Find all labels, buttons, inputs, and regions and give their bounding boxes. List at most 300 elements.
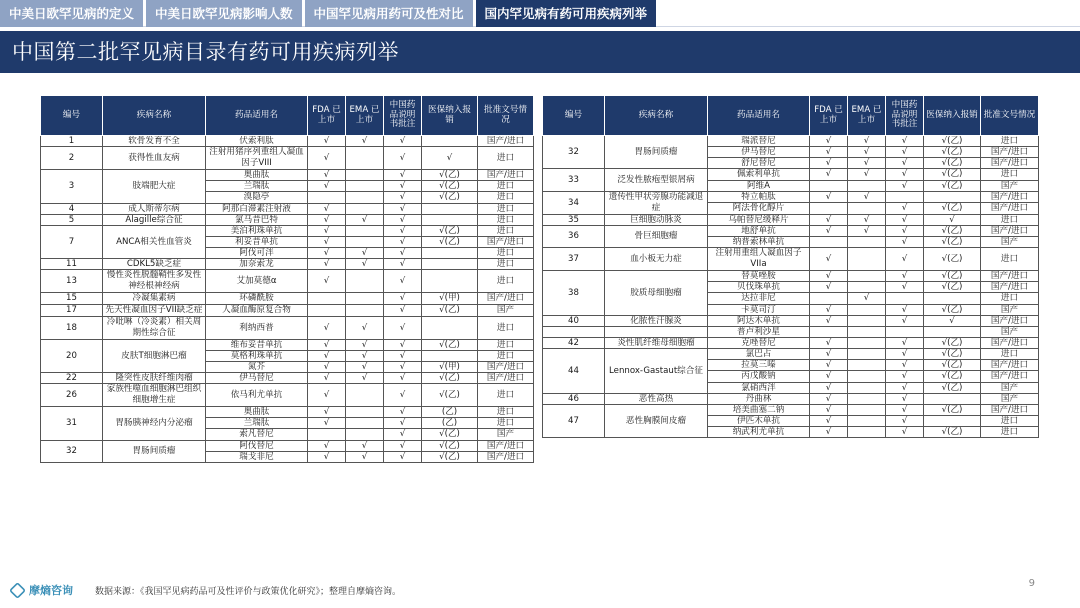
table-cell: √	[384, 170, 422, 181]
table-cell: √(乙)	[422, 372, 478, 383]
table-cell	[848, 248, 886, 271]
table-row	[543, 169, 1039, 180]
brand-logo	[10, 582, 73, 598]
table-cell: 36	[543, 225, 605, 247]
table-cell: √	[810, 169, 848, 180]
table-cell: Alagille综合征	[103, 214, 206, 225]
table-cell: 软骨发育不全	[103, 136, 206, 147]
table-cell: 17	[41, 304, 103, 316]
table-cell: 国产/进口	[478, 293, 534, 304]
header-fda: FDA 已上市	[308, 96, 346, 136]
table-row	[41, 170, 534, 181]
table-cell	[810, 236, 848, 247]
table-cell	[422, 350, 478, 361]
brand-name: 摩熵咨询	[29, 584, 73, 597]
table-cell: 进口	[981, 349, 1039, 360]
table-cell: 冷吡啉（冷炎素）相关周期性综合征	[103, 316, 206, 339]
table-cell: 进口	[478, 316, 534, 339]
table-row	[543, 326, 1039, 337]
table-cell: √	[384, 418, 422, 429]
table-cell: 22	[41, 372, 103, 383]
table-cell	[924, 393, 981, 404]
table-cell	[308, 192, 346, 203]
table-cell	[543, 326, 605, 337]
left-disease-table	[40, 95, 534, 463]
table-cell: 国产/进口	[478, 361, 534, 372]
table-cell	[810, 202, 848, 214]
table-cell: √	[384, 136, 422, 147]
table-cell: √	[810, 382, 848, 393]
table-cell: 进口	[981, 169, 1039, 180]
table-cell: 国产/进口	[478, 170, 534, 181]
table-cell: √	[848, 191, 886, 202]
table-cell: 国产/进口	[981, 147, 1039, 158]
table-cell: 31	[41, 407, 103, 440]
table-cell: 国产/进口	[981, 202, 1039, 214]
table-cell	[346, 270, 384, 293]
table-cell: √	[346, 451, 384, 462]
table-cell	[848, 427, 886, 438]
table-cell	[346, 181, 384, 192]
table-cell: 氯硝西泮	[708, 382, 810, 393]
table-cell	[308, 429, 346, 440]
table-cell: 兰瑞肽	[206, 181, 308, 192]
table-cell: 进口	[478, 418, 534, 429]
table-cell: √(乙)	[924, 304, 981, 315]
table-cell: √	[346, 339, 384, 350]
table-cell: √	[886, 282, 924, 293]
table-cell: 丹曲林	[708, 393, 810, 404]
table-row	[543, 315, 1039, 326]
table-cell: √	[308, 270, 346, 293]
table-cell	[346, 384, 384, 407]
table-cell: √	[886, 427, 924, 438]
table-cell: √(乙)	[924, 158, 981, 169]
section-tabs	[0, 0, 1080, 27]
table-cell: √	[308, 350, 346, 361]
tab-definition[interactable]: 中美日欧罕见病的定义	[0, 0, 143, 27]
table-cell: √	[308, 316, 346, 339]
table-cell: 33	[543, 169, 605, 191]
table-cell: 慢性炎性脱髓鞘性多发性神经根神经病	[103, 270, 206, 293]
table-cell: 进口	[478, 384, 534, 407]
table-cell: √	[886, 271, 924, 282]
table-cell	[848, 202, 886, 214]
header-approval: 批准文号情况	[981, 96, 1039, 136]
table-cell: 胃肠胰神经内分泌瘤	[103, 407, 206, 440]
table-cell: √	[886, 337, 924, 348]
table-cell: 国产/进口	[478, 440, 534, 451]
table-cell: √	[886, 393, 924, 404]
table-cell: 44	[543, 349, 605, 394]
table-cell	[422, 259, 478, 270]
table-cell: √	[810, 337, 848, 348]
table-cell	[422, 203, 478, 214]
table-cell: 奥曲肽	[206, 407, 308, 418]
table-cell: √	[886, 371, 924, 382]
table-cell	[848, 282, 886, 293]
table-cell: 20	[41, 339, 103, 372]
table-cell	[848, 236, 886, 247]
tab-drug-accessibility[interactable]: 中国罕见病用药可及性对比	[305, 0, 473, 27]
table-cell: 普卢利沙星	[708, 326, 810, 337]
table-cell: 氯马昔巴特	[206, 214, 308, 225]
table-cell: 34	[543, 191, 605, 214]
table-cell	[848, 349, 886, 360]
table-cell	[810, 293, 848, 304]
table-cell: √(乙)	[924, 349, 981, 360]
table-row	[543, 225, 1039, 236]
table-cell: √	[384, 361, 422, 372]
table-cell: 胃肠间质瘤	[103, 440, 206, 462]
table-cell: √	[346, 361, 384, 372]
table-cell: √	[810, 304, 848, 315]
table-cell: 克唑替尼	[708, 337, 810, 348]
right-table-header	[543, 96, 1039, 136]
table-cell	[346, 236, 384, 247]
table-cell: √(乙)	[924, 136, 981, 147]
table-cell: √	[886, 180, 924, 191]
page-number: 9	[1028, 578, 1035, 589]
table-cell: 地舒单抗	[708, 225, 810, 236]
table-cell: √(乙)	[422, 170, 478, 181]
table-cell: √	[886, 382, 924, 393]
table-cell: √	[810, 147, 848, 158]
header-drug: 药品适用名	[708, 96, 810, 136]
table-cell: √	[308, 384, 346, 407]
table-row	[41, 440, 534, 451]
table-cell: 进口	[478, 248, 534, 259]
table-cell: 进口	[981, 136, 1039, 147]
header-number: 编号	[543, 96, 605, 136]
tab-affected-population[interactable]: 中美日欧罕见病影响人数	[146, 0, 302, 27]
table-cell: 达拉非尼	[708, 293, 810, 304]
table-cell: √	[346, 259, 384, 270]
table-cell	[346, 293, 384, 304]
table-cell: 国产	[981, 382, 1039, 393]
table-cell	[346, 418, 384, 429]
table-cell: 26	[41, 384, 103, 407]
table-cell: √	[848, 225, 886, 236]
table-cell: √	[886, 349, 924, 360]
header-disease: 疾病名称	[605, 96, 708, 136]
table-cell	[346, 192, 384, 203]
table-cell: 加奈索龙	[206, 259, 308, 270]
table-cell: √	[422, 147, 478, 170]
table-cell: √	[308, 214, 346, 225]
table-cell: 国产	[981, 393, 1039, 404]
table-cell	[924, 293, 981, 304]
table-row	[41, 214, 534, 225]
table-cell: √	[384, 181, 422, 192]
table-cell: √	[924, 315, 981, 326]
table-cell: 胶质母细胞瘤	[605, 271, 708, 316]
table-cell: 进口	[981, 427, 1039, 438]
header-ema: EMA 已上市	[848, 96, 886, 136]
table-cell: 隆突性皮肤纤维肉瘤	[103, 372, 206, 383]
table-row	[41, 259, 534, 270]
table-cell: 35	[543, 214, 605, 225]
table-cell: √	[384, 407, 422, 418]
table-cell: 国产/进口	[478, 236, 534, 247]
table-cell: √	[810, 427, 848, 438]
table-cell	[848, 393, 886, 404]
table-cell: 国产	[981, 326, 1039, 337]
table-cell: √	[886, 214, 924, 225]
table-cell	[848, 271, 886, 282]
table-cell: 国产/进口	[981, 158, 1039, 169]
table-cell	[848, 326, 886, 337]
table-cell: 42	[543, 337, 605, 348]
table-cell: CDKL5缺乏症	[103, 259, 206, 270]
table-cell: 进口	[478, 339, 534, 350]
table-cell	[346, 203, 384, 214]
table-cell	[886, 191, 924, 202]
tab-domestic-diseases[interactable]: 国内罕见病有药可用疾病列举	[476, 0, 657, 27]
table-cell: 氯巴占	[708, 349, 810, 360]
table-cell: √	[848, 136, 886, 147]
table-cell: 佩索利单抗	[708, 169, 810, 180]
header-fda: FDA 已上市	[810, 96, 848, 136]
header-insurance: 医保纳入报销	[924, 96, 981, 136]
table-cell: √	[308, 259, 346, 270]
table-cell: √	[886, 248, 924, 271]
table-cell: √	[346, 136, 384, 147]
table-cell: 国产/进口	[981, 371, 1039, 382]
table-cell: 炎性肌纤维母细胞瘤	[605, 337, 708, 348]
table-cell: √(乙)	[422, 304, 478, 316]
header-approval: 批准文号情况	[478, 96, 534, 136]
table-cell: √	[346, 214, 384, 225]
table-cell	[422, 214, 478, 225]
table-cell: √	[886, 404, 924, 415]
table-cell: √	[886, 169, 924, 180]
table-cell: √	[810, 371, 848, 382]
table-row	[543, 214, 1039, 225]
table-cell: 进口	[478, 192, 534, 203]
table-cell	[308, 293, 346, 304]
table-cell: 阿达木单抗	[708, 315, 810, 326]
table-cell: 先天性凝血因子VII缺乏症	[103, 304, 206, 316]
table-cell: 国产	[981, 304, 1039, 315]
table-cell: Lennox-Gastaut综合征	[605, 349, 708, 394]
table-cell: 5	[41, 214, 103, 225]
table-cell: 3	[41, 170, 103, 203]
table-cell: 47	[543, 404, 605, 437]
table-cell: √	[886, 136, 924, 147]
table-cell: 32	[543, 136, 605, 169]
table-cell: √	[384, 350, 422, 361]
table-cell	[422, 270, 478, 293]
table-cell: √	[810, 248, 848, 271]
table-cell: 舒尼替尼	[708, 158, 810, 169]
table-cell: 18	[41, 316, 103, 339]
table-cell: 奥曲肽	[206, 170, 308, 181]
table-cell: 卡莫司汀	[708, 304, 810, 315]
table-row	[41, 339, 534, 350]
table-cell: 进口	[478, 214, 534, 225]
table-cell: √	[384, 384, 422, 407]
table-cell: √	[886, 225, 924, 236]
table-cell: 胃肠间质瘤	[605, 136, 708, 169]
table-cell: √(乙)	[422, 225, 478, 236]
table-cell: 国产/进口	[981, 271, 1039, 282]
table-cell: 遗传性甲状旁腺功能减退症	[605, 191, 708, 214]
header-number: 编号	[41, 96, 103, 136]
table-cell	[422, 248, 478, 259]
table-cell: √	[384, 372, 422, 383]
table-cell: √(乙)	[924, 147, 981, 158]
table-cell: √	[384, 293, 422, 304]
table-cell: √	[308, 147, 346, 170]
table-cell: √(乙)	[924, 371, 981, 382]
table-cell: √(乙)	[422, 440, 478, 451]
table-cell	[346, 170, 384, 181]
table-cell: √	[384, 236, 422, 247]
table-cell: √(乙)	[924, 337, 981, 348]
table-cell: 进口	[478, 407, 534, 418]
table-cell: 乌帕替尼缓释片	[708, 214, 810, 225]
table-cell: √(乙)	[924, 427, 981, 438]
table-cell: 环磷酰胺	[206, 293, 308, 304]
table-cell: 培美曲塞二钠	[708, 404, 810, 415]
table-row	[543, 136, 1039, 147]
table-cell: 国产/进口	[478, 136, 534, 147]
table-cell: √	[810, 393, 848, 404]
table-cell	[848, 382, 886, 393]
table-cell: √(乙)	[422, 236, 478, 247]
table-cell: 阿法骨化醇片	[708, 202, 810, 214]
table-row	[41, 225, 534, 236]
table-cell: 丙戊酸钠	[708, 371, 810, 382]
table-cell: 国产/进口	[478, 451, 534, 462]
header-insurance: 医保纳入报销	[422, 96, 478, 136]
table-cell: √(乙)	[924, 169, 981, 180]
table-cell: √(乙)	[422, 384, 478, 407]
table-cell: 进口	[478, 270, 534, 293]
table-cell: √	[308, 440, 346, 451]
table-cell: √	[810, 315, 848, 326]
table-cell: 莫格利珠单抗	[206, 350, 308, 361]
table-row	[543, 349, 1039, 360]
table-cell: √	[810, 191, 848, 202]
table-cell: 皮肤T细胞淋巴瘤	[103, 339, 206, 372]
table-cell: √	[346, 372, 384, 383]
table-cell: √(乙)	[422, 339, 478, 350]
table-cell: 利纳西普	[206, 316, 308, 339]
table-cell	[886, 293, 924, 304]
header-disease: 疾病名称	[103, 96, 206, 136]
table-cell: ANCA相关性血管炎	[103, 225, 206, 258]
table-cell: 特立帕肽	[708, 191, 810, 202]
header-china-label: 中国药品说明书批注	[886, 96, 924, 136]
table-cell: √(乙)	[924, 236, 981, 247]
table-cell	[848, 304, 886, 315]
table-cell: √	[886, 360, 924, 371]
table-cell: 阿伐可泮	[206, 248, 308, 259]
table-cell: 进口	[478, 225, 534, 236]
table-cell: √	[810, 158, 848, 169]
table-cell: √	[848, 147, 886, 158]
table-cell	[924, 191, 981, 202]
table-cell: 依马利尤单抗	[206, 384, 308, 407]
table-cell: √	[384, 440, 422, 451]
table-cell: 国产	[981, 180, 1039, 191]
table-cell: √	[810, 360, 848, 371]
table-cell: 美泊利珠单抗	[206, 225, 308, 236]
table-cell: √	[384, 225, 422, 236]
table-cell: 贝伐珠单抗	[708, 282, 810, 293]
table-cell: 化脓性汗腺炎	[605, 315, 708, 326]
table-cell: 4	[41, 203, 103, 214]
table-cell: √	[886, 315, 924, 326]
table-cell	[848, 404, 886, 415]
table-cell: 利妥昔单抗	[206, 236, 308, 247]
table-cell: √	[308, 181, 346, 192]
table-cell: 骨巨细胞瘤	[605, 225, 708, 247]
table-cell: √	[384, 316, 422, 339]
table-cell: 32	[41, 440, 103, 462]
table-cell: 46	[543, 393, 605, 404]
table-cell: 伊匹木单抗	[708, 415, 810, 426]
table-cell: √	[308, 225, 346, 236]
table-cell: √	[346, 248, 384, 259]
table-cell: 人凝血酶原复合物	[206, 304, 308, 316]
table-cell: 国产/进口	[981, 315, 1039, 326]
table-cell: √(乙)	[422, 429, 478, 440]
table-cell: 瑞戈非尼	[206, 451, 308, 462]
table-cell: √	[848, 169, 886, 180]
table-cell: √	[810, 282, 848, 293]
data-source-note: 数据来源：《我国罕见病药品可及性评价与政策优化研究》；整理自摩熵咨询。	[95, 587, 402, 597]
table-cell	[848, 337, 886, 348]
table-cell: 纳武利尤单抗	[708, 427, 810, 438]
table-cell: √	[384, 451, 422, 462]
table-cell: 国产/进口	[981, 191, 1039, 202]
table-cell: √	[308, 451, 346, 462]
left-table-body	[41, 136, 534, 463]
table-cell: 国产/进口	[478, 372, 534, 383]
table-cell: 维布妥昔单抗	[206, 339, 308, 350]
table-cell: 溴隐亭	[206, 192, 308, 203]
table-cell: 巨细胞动脉炎	[605, 214, 708, 225]
table-cell	[924, 415, 981, 426]
table-cell: 进口	[981, 293, 1039, 304]
table-cell: √	[308, 407, 346, 418]
table-cell: 伊马替尼	[708, 147, 810, 158]
table-cell: 肢端肥大症	[103, 170, 206, 203]
table-cell: √	[848, 293, 886, 304]
table-cell: 进口	[478, 181, 534, 192]
table-cell: √(乙)	[422, 451, 478, 462]
table-cell: √(乙)	[924, 360, 981, 371]
table-cell: √	[308, 418, 346, 429]
table-cell	[605, 326, 708, 337]
table-cell: √	[384, 147, 422, 170]
table-cell: 注射用重组人凝血因子VIIa	[708, 248, 810, 271]
table-cell: √	[810, 404, 848, 415]
table-cell: √	[848, 214, 886, 225]
table-cell: 国产	[981, 236, 1039, 247]
table-row	[41, 136, 534, 147]
table-cell	[346, 304, 384, 316]
table-cell	[810, 326, 848, 337]
table-cell: 国产/进口	[981, 404, 1039, 415]
table-cell: √	[810, 225, 848, 236]
table-cell: √	[384, 339, 422, 350]
table-cell	[346, 407, 384, 418]
header-china-label: 中国药品说明书批注	[384, 96, 422, 136]
